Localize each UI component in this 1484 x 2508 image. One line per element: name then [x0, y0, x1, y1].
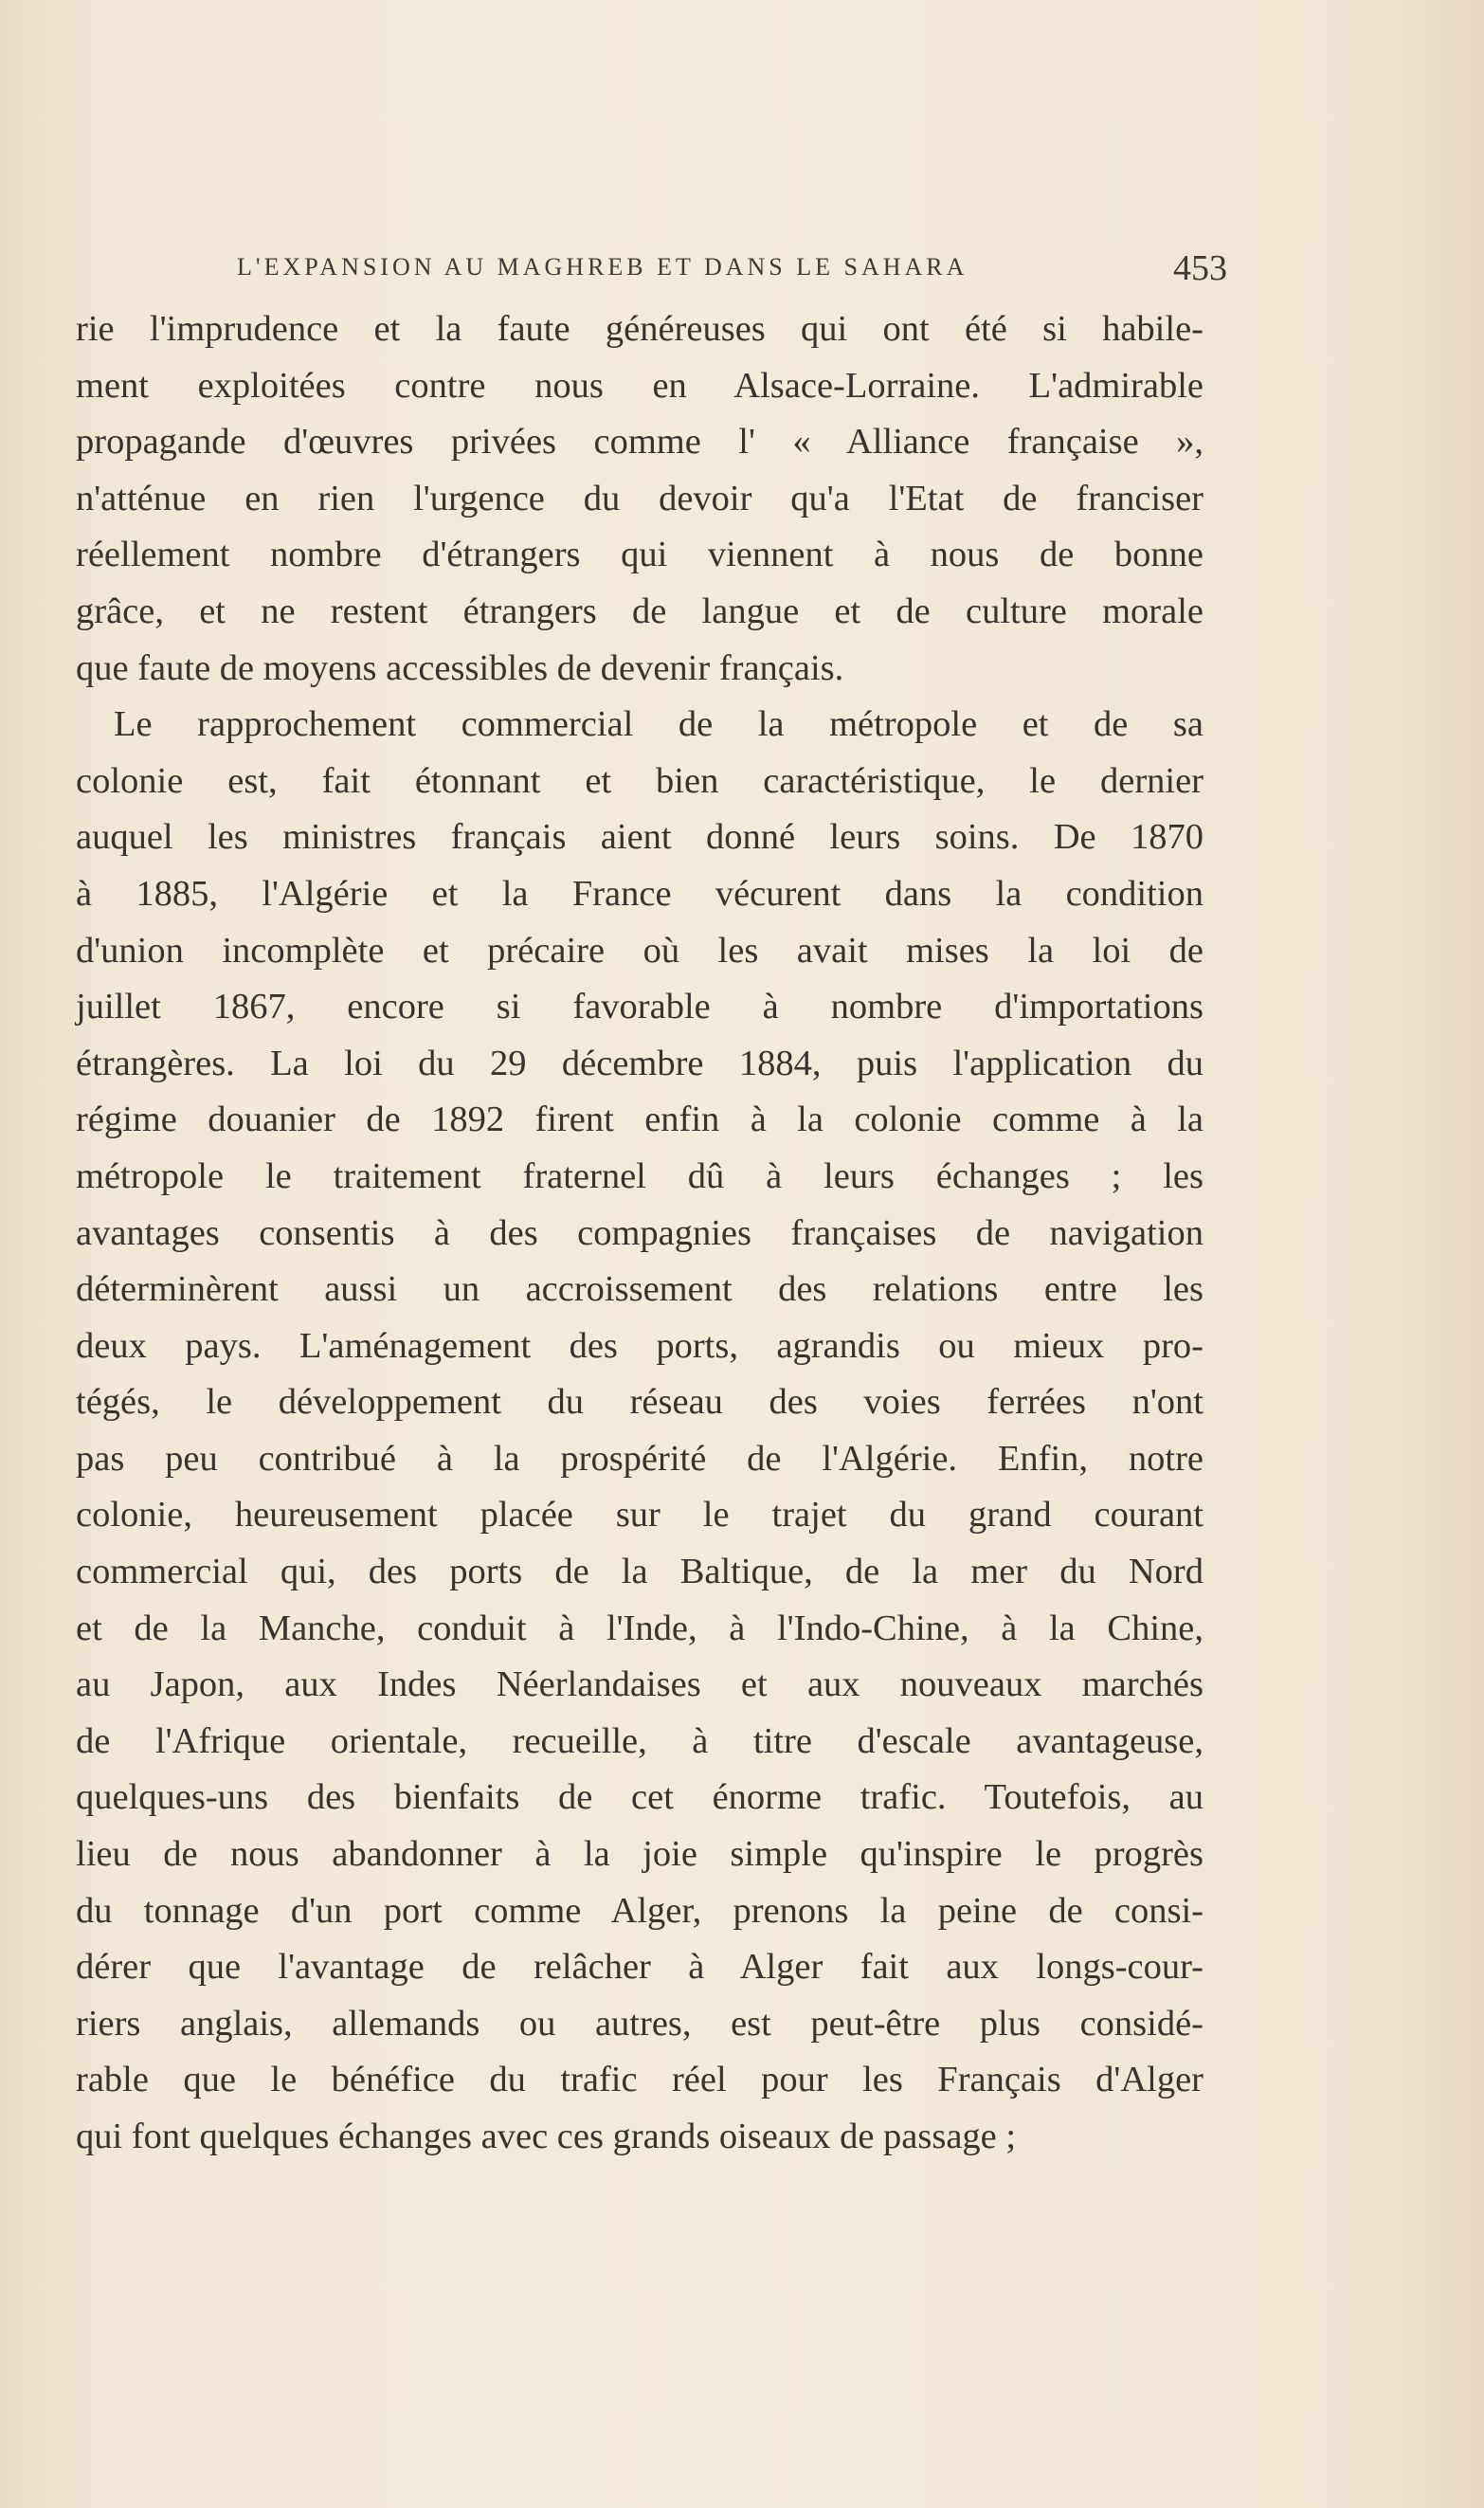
text-line: à 1885, l'Algérie et la France vécurent dans la condition	[76, 873, 1203, 914]
text-line: pas peu contribué à la prospérité de l'Algérie. Enfin, notre	[76, 1438, 1203, 1479]
text-line: tégés, le développement du réseau des voies ferrées n'ont	[76, 1382, 1203, 1423]
text-line: déterminèrent aussi un accroissement des relations entre les	[76, 1269, 1203, 1310]
text-line: métropole le traitement fraternel dû à leurs échanges ; les	[76, 1155, 1203, 1196]
text-line: grâce, et ne restent étrangers de langue et de culture morale	[76, 591, 1203, 631]
running-head	[237, 242, 1227, 289]
page-number: 453	[1173, 248, 1227, 288]
text-line: auquel les ministres français aient donné leurs soins. De 1870	[76, 817, 1203, 858]
text-line: rable que le bénéfice du trafic réel pour les Français d'Alger	[76, 2060, 1203, 2100]
text-line: du tonnage d'un port comme Alger, prenons la peine de consi-	[76, 1890, 1203, 1931]
text-line: réellement nombre d'étrangers qui viennent à nous de bonne	[76, 535, 1203, 575]
text-line: rie l'imprudence et la faute généreuses qui ont été si habile-	[76, 309, 1203, 349]
text-line: et de la Manche, conduit à l'Inde, à l'Indo-Chine, à la Chine,	[76, 1608, 1203, 1648]
text-line: d'union incomplète et précaire où les avait mises la loi de	[76, 930, 1203, 971]
text-line: n'atténue en rien l'urgence du devoir qu'a l'Etat de franciser	[76, 478, 1203, 518]
text-line: juillet 1867, encore si favorable à nombre d'importations	[76, 987, 1203, 1027]
text-line: au Japon, aux Indes Néerlandaises et aux nouveaux marchés	[76, 1664, 1203, 1705]
text-line: colonie est, fait étonnant et bien caractéristique, le dernier	[76, 760, 1203, 801]
text-line: riers anglais, allemands ou autres, est peut-être plus considé-	[76, 2003, 1203, 2044]
text-line: que faute de moyens accessibles de devenir français.	[76, 647, 844, 688]
text-line: lieu de nous abandonner à la joie simple qu'inspire le progrès	[76, 1834, 1203, 1875]
text-line: avantages consentis à des compagnies françaises de navigation	[76, 1212, 1203, 1253]
text-line: commercial qui, des ports de la Baltique, de la mer du Nord	[76, 1552, 1203, 1592]
text-line: étrangères. La loi du 29 décembre 1884, puis l'application du	[76, 1043, 1203, 1083]
text-line: Le rapprochement commercial de la métropole et de sa	[114, 704, 1203, 745]
text-line: dérer que l'avantage de relâcher à Alger fait aux longs-cour-	[76, 1947, 1203, 1988]
text-line: régime douanier de 1892 firent enfin à la colonie comme à la	[76, 1100, 1203, 1140]
text-line: propagande d'œuvres privées comme l' « Alliance française »,	[76, 422, 1203, 463]
text-line: quelques-uns des bienfaits de cet énorme trafic. Toutefois, au	[76, 1777, 1203, 1818]
text-line: de l'Afrique orientale, recueille, à titre d'escale avantageuse,	[76, 1720, 1203, 1761]
text-line: colonie, heureusement placée sur le trajet du grand courant	[76, 1495, 1203, 1536]
running-title: L'EXPANSION AU MAGHREB ET DANS LE SAHARA	[237, 253, 968, 281]
text-line: ment exploitées contre nous en Alsace-Lorraine. L'admirable	[76, 365, 1203, 406]
text-line: deux pays. L'aménagement des ports, agrandis ou mieux pro-	[76, 1325, 1203, 1366]
text-line: qui font quelques échanges avec ces grands oiseaux de passage ;	[76, 2117, 1017, 2156]
body-text	[76, 301, 1203, 2166]
